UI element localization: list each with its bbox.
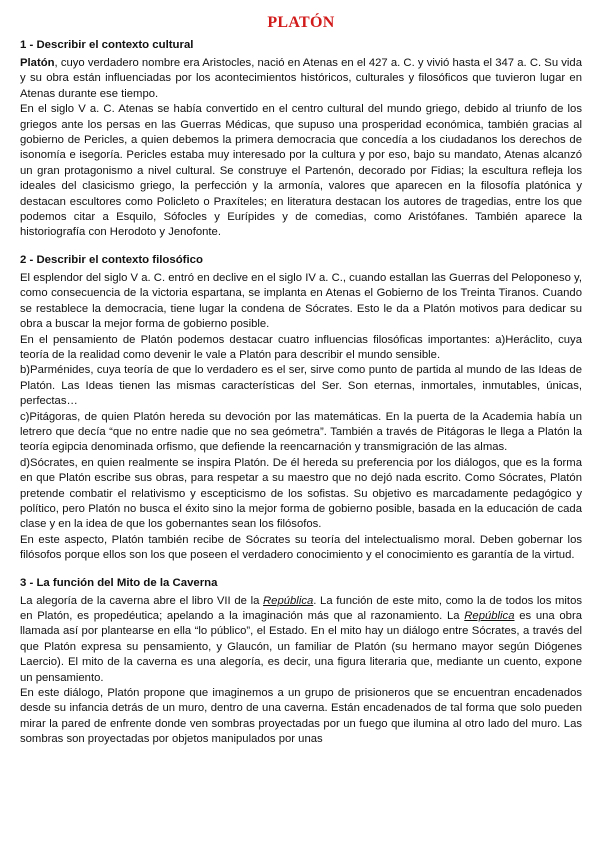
paragraph-text: . La función de este mito, como la de todos los mitos en Platón, es propedéutica; apelando a la imaginación más que al razonamiento. La	[20, 594, 582, 622]
paragraph: El esplendor del siglo V a. C. entró en declive en el siglo IV a. C., cuando estallan las Guerras del Peloponeso y, como consecuencia de la victoria espartana, se implanta en Atenas el Gobierno de los Treinta Tiranos. Cuando se restablece la democracia, tiene lugar la condena de Sócrates. Esto le da a Platón motivos para dedicar su obra a buscar la mejor forma de gobierno posible.	[20, 271, 582, 331]
document-title: PLATÓN	[267, 14, 335, 31]
paragraph: c)Pitágoras, de quien Platón hereda su devoción por las matemáticas. En la puerta de la Academia había un letrero que decía “que no entre nadie que no sea geómetra”. También a través de Pitágoras le llega a Platón la teoría egipcia denominada orfismo, que defiende la reencarnación y transmigración de las almas.	[20, 410, 582, 454]
section-cave-myth	[20, 576, 582, 748]
paragraph: En este aspecto, Platón también recibe de Sócrates su teoría del intelectualismo moral. Deben gobernar los filósofos porque ellos son los que poseen el verdadero conocimiento y el conocimiento es garantía de la virtud.	[20, 533, 582, 562]
section-heading: 2 - Describir el contexto filosófico	[20, 253, 203, 266]
book-title-reference: República	[464, 610, 515, 622]
section-cultural-context	[20, 38, 582, 241]
document-page	[20, 14, 582, 760]
paragraph: b)Parménides, cuya teoría de que lo verdadero es el ser, sirve como punto de partida al mundo de las Ideas de Platón. Las Ideas tienen las mismas características del Ser. Son eternas, inmortales, inmutables, únicas, perfectas…	[20, 364, 582, 408]
section-philosophical-context	[20, 253, 582, 564]
author-name: Platón	[20, 57, 55, 69]
book-title-reference: República	[263, 594, 314, 607]
paragraph: En el siglo V a. C. Atenas se había convertido en el centro cultural del mundo griego, debido al triunfo de los griegos ante los persas en las Guerras Médicas, que supuso una prosperidad económica, también gracias al gobierno de Pericles, a quien debemos la primera democracia que concedía a los ciudadanos los derechos de isonomía e isegoría. Pericles estaba muy interesado por la cultura y por eso, bajo su mandato, Atenas alcanzó un gran protagonismo a nivel cultural. Se construye el Partenón, decorado por Fidias; la escultura refleja los ideales del clasicismo griego, la perfección y la armonía, valores que aparecen en la filosofía platónica y destacan escultores como Policleto o Praxíteles; en literatura destacan los autores de tragedias, entre los que podemos citar a Esquilo, Sófocles y Eurípides y de comedias, como Aristófanes. También aparece la historiografía con Herodoto y Jenofonte.	[20, 103, 582, 239]
section-heading: 1 - Describir el contexto cultural	[20, 39, 194, 51]
paragraph-text: , cuyo verdadero nombre era Aristocles, nació en Atenas en el 427 a. C. y vivió hasta el 347 a. C. Su vida y su obra están influenciadas por los acontecimientos históricos, culturales y filosóficos que tuvieron lugar en Atenas durante ese tiempo.	[20, 57, 582, 100]
paragraph: En el pensamiento de Platón podemos destacar cuatro influencias filosóficas importantes: a)Heráclito, cuya teoría de la realidad como devenir le vale a Platón para describir el mundo sensible.	[20, 333, 582, 361]
paragraph-text: es una obra llamada así por plantearse en ella “lo público”, el Estado. En el mito hay un diálogo entre Sócrates, a través del que Platón expresa su pensamiento, y Glaucón, un familiar de Platón (su hermano mayor según Diógenes Laercio). El mito de la caverna es una alegoría, es decir, una figura literaria que, mediante un cuento, expone un pensamiento.	[20, 610, 582, 684]
paragraph	[20, 56, 582, 102]
paragraph-text: La alegoría de la caverna abre el libro VII de la	[20, 594, 264, 607]
paragraph: d)Sócrates, en quien realmente se inspira Platón. De él hereda su preferencia por los diálogos, que es la forma en que Platón escribe sus obras, para respetar a su maestro que no dejó nada escrito. Como Sócrates, Platón pretende combatir el relativismo y escepticismo de los sofistas. Su objetivo es marcadamente pedagógico y político, pero Platón no busca el éxito sino la mejor forma de gobierno posible, basada en la educación de cada clase y en la idea de que los gobernantes sean los filósofos.	[20, 456, 582, 531]
paragraph	[20, 594, 582, 686]
section-heading: 3 - La función del Mito de la Caverna	[20, 576, 218, 589]
paragraph: En este diálogo, Platón propone que imaginemos a un grupo de prisioneros que se encuentran encadenados desde su infancia detrás de un muro, dentro de una caverna. Están encadenados de tal forma que solo pueden mirar la pared de enfrente donde ven sombras proyectadas por un fuego que ilumina al otro lado del muro. Las sombras son proyectadas por objetos manipulados por unas	[20, 687, 582, 746]
